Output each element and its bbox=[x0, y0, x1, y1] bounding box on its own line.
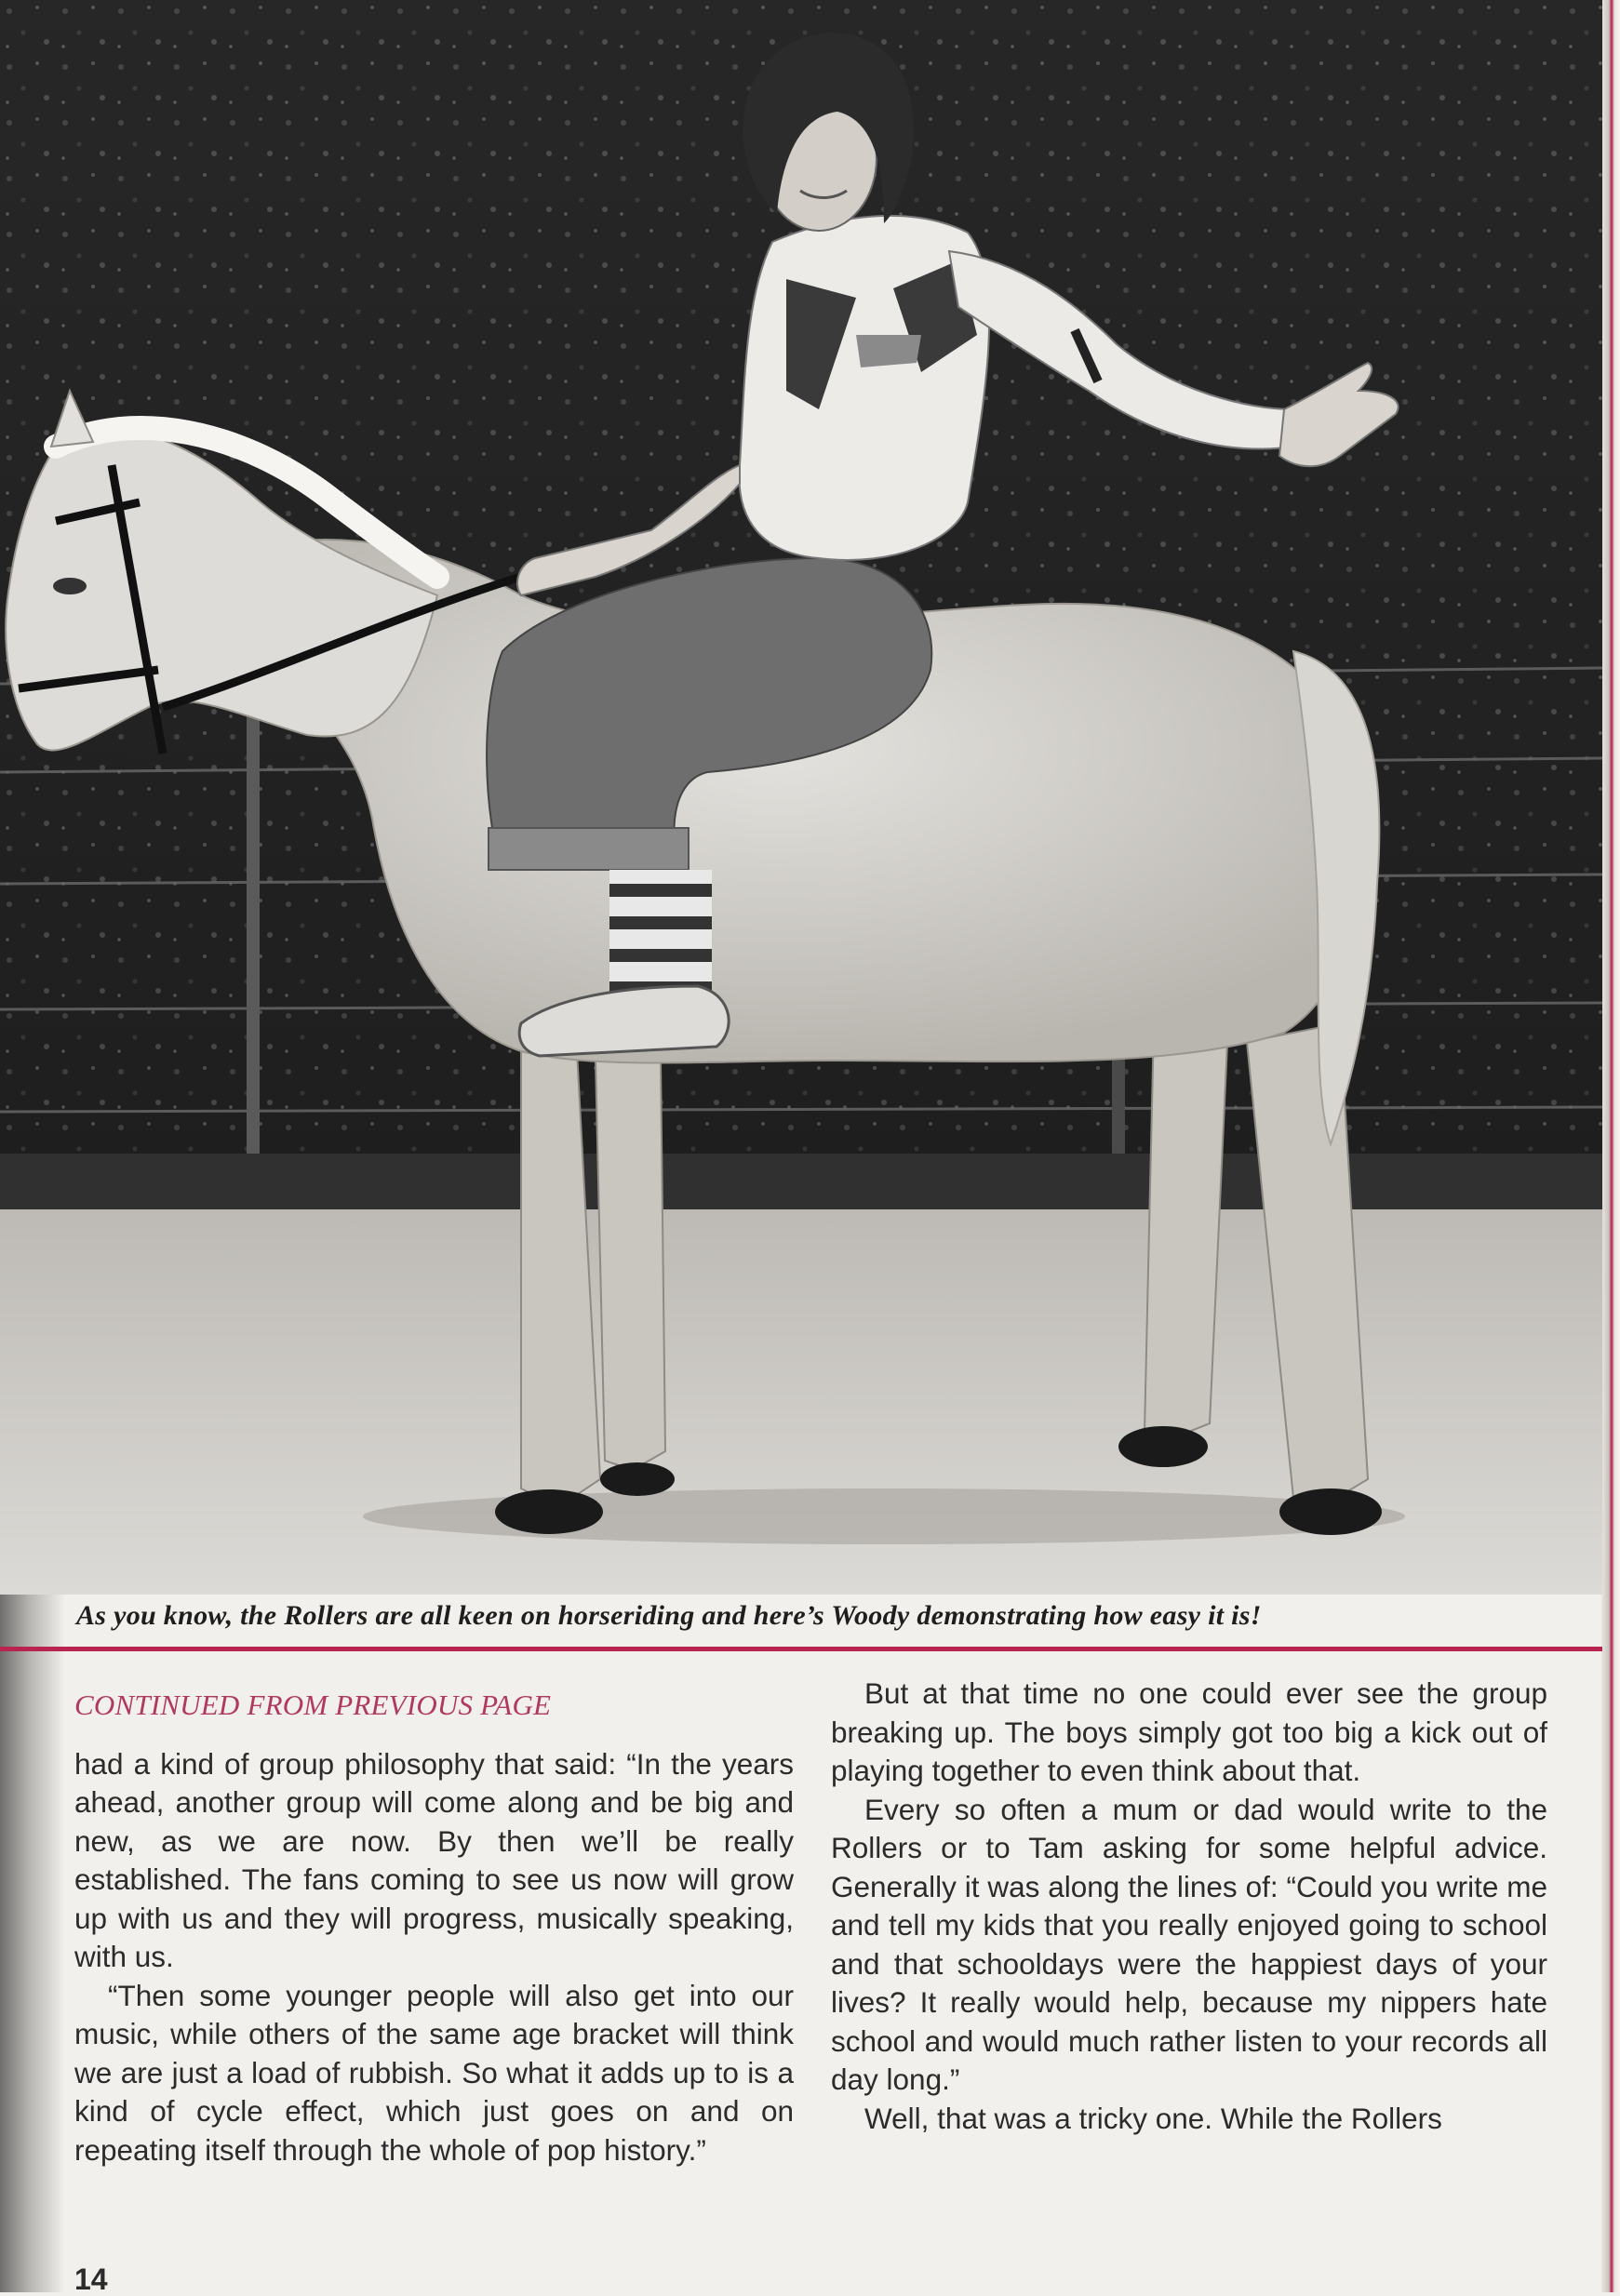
paragraph: Well, that was a tricky one. While the Rollers bbox=[864, 2101, 1442, 2135]
paragraph: had a kind of group philosophy that said: “In the years ahead, another group will come along and be big and new, as we are now. By then we’ll be really established. The fans coming to see us now will grow up with us and they will progress, musically speaking, with us. bbox=[74, 1746, 794, 1973]
photo-caption: As you know, the Rollers are all keen on horseriding and here’s Woody demonstrating how easy it is! bbox=[76, 1600, 1262, 1631]
left-text-column bbox=[74, 1675, 794, 2169]
page-number: 14 bbox=[74, 2263, 108, 2296]
continued-label: CONTINUED FROM PREVIOUS PAGE bbox=[74, 1689, 552, 1721]
paragraph: But at that time no one could ever see the group breaking up. The boys simply got too big a kick out of playing together to even think about that. bbox=[831, 1676, 1547, 1787]
caption-divider bbox=[0, 1647, 1602, 1651]
right-text-column bbox=[831, 1675, 1547, 2138]
paragraph: Every so often a mum or dad would write to the Rollers or to Tam asking for some helpful advice. Generally it was along the lines of: “Could you write me and tell my kids that you really enjoyed going to school and that schooldays were the happiest days of your lives? It really would help, because my nippers hate school and would much rather listen to your records all day long.” bbox=[831, 1792, 1547, 2096]
page-right-edge bbox=[1601, 0, 1620, 2292]
paragraph: “Then some younger people will also get into our music, while others of the same age bracket will think we are just a load of rubbish. So what it adds up to is a kind of cycle effect, which just goes on and on repeating itself through the whole of pop history.” bbox=[74, 1978, 794, 2167]
